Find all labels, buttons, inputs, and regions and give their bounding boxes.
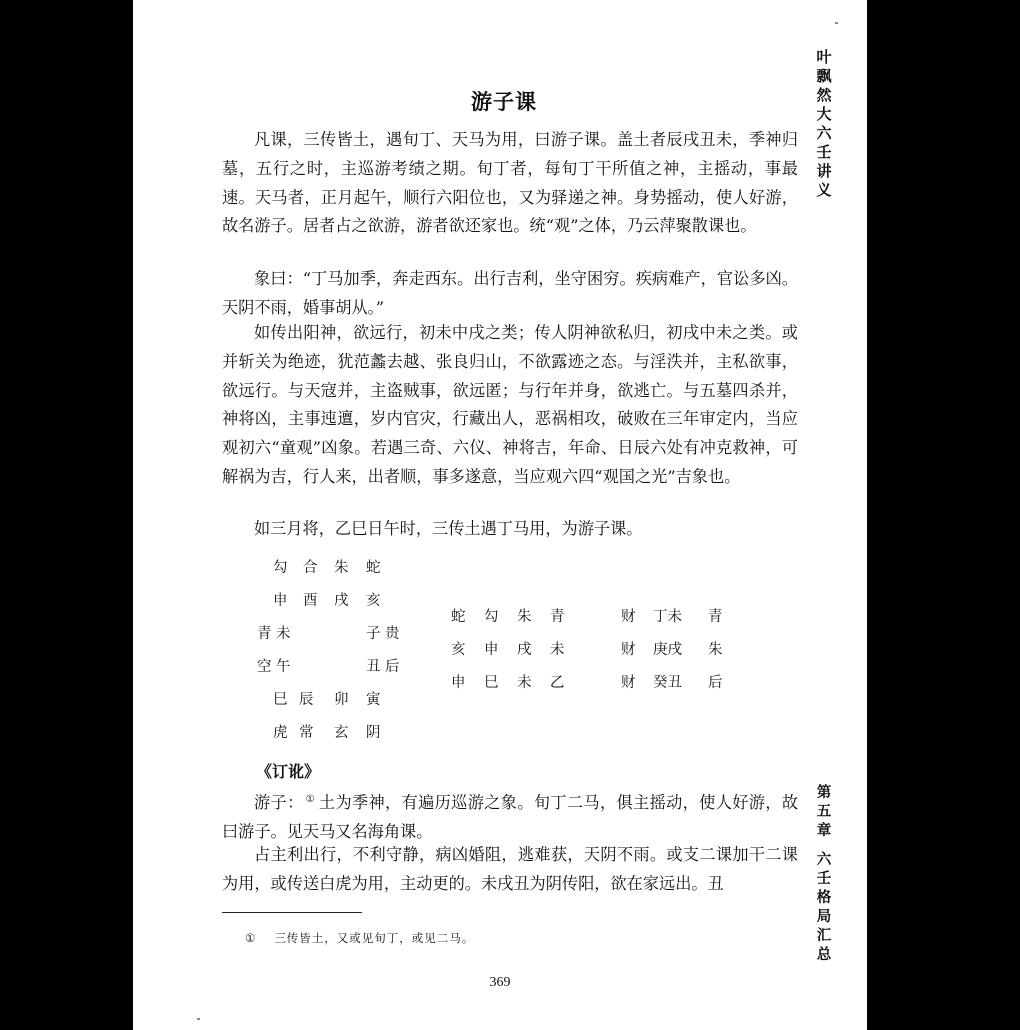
chart-branch: 卯 [334,692,349,708]
chart-general: 玄 [334,725,349,741]
sanchuan-row [621,605,741,626]
footnote [245,930,474,946]
chart-branch: 亥 [366,593,381,609]
scan-speck [835,22,838,24]
sike-row [451,605,583,626]
sanchuan-row [621,638,741,659]
sike-cell: 乙 [550,675,565,691]
sanchuan-row [621,671,741,692]
chart-branch: 子 [366,626,381,642]
footnote-reference[interactable]: ① [305,794,315,805]
sanchuan-relation: 财 [621,642,636,658]
paragraph-xiang: 象曰：“丁马加季，奔走西东。出行吉利，坐守困穷。疾病难产，官讼多凶。天阴不雨，婚事胡从。” [222,269,798,317]
chart-branch: 未 [276,626,291,642]
running-head-book-title: 叶飘然大六壬讲义 [816,48,832,199]
sike-cell: 蛇 [451,609,466,625]
sanchuan-stem-branch: 庚戌 [653,642,682,658]
chart-branch: 午 [276,659,291,675]
chart-branch: 辰 [299,692,314,708]
sike-cell: 未 [550,642,565,658]
chart-general: 朱 [334,560,349,576]
chart-branch: 酉 [303,593,318,609]
sike-cell: 巳 [484,675,499,691]
paragraph-example: 如三月将，乙巳日午时，三传土遇丁马用，为游子课。 [254,519,643,538]
sike-cell: 申 [451,675,466,691]
chart-general: 蛇 [366,560,381,576]
sike-cell: 亥 [451,642,466,658]
chart-branch: 巳 [273,692,288,708]
paragraph-continuation: 占主利出行，不利守静，病凶婚阻，逃难获，天阴不雨。或支二课加干二课为用，或传送白虎为用，主动更的。未戌丑为阴传阳，欲在家远出。丑 [222,845,798,893]
sike-cell: 申 [484,642,499,658]
paragraph-definition: 凡课，三传皆土，遇旬丁、天马为用，曰游子课。盖土者辰戌丑未，季神归墓，五行之时，主巡游考绩之期。旬丁者，每旬丁干所值之神，主摇动，事最速。天马者，正月起午，顺行六阳位也，又为驿递之神。身势摇动，使人好游，故名游子。居者占之欲游，游者欲还家也。统“观”之体，乃云萍聚散课也。 [222,130,798,236]
sike-cell: 未 [517,675,532,691]
footnote-divider [222,912,362,913]
section-title: 游子课 [471,90,537,114]
paragraph-dinge [222,786,798,847]
book-page [133,0,867,1030]
chart-branch: 寅 [366,692,381,708]
footnote-mark: ① [245,931,257,945]
chart-general: 常 [299,725,314,741]
sike-cell: 朱 [517,609,532,625]
scan-speck [197,1018,200,1020]
footnote-text: 三传皆土，又或见旬丁，或见二马。 [274,931,475,945]
chart-general: 虎 [273,725,288,741]
chart-general: 阴 [366,725,381,741]
sike-cell: 勾 [484,609,499,625]
sanchuan-general: 后 [708,675,723,691]
sike-cell: 戌 [517,642,532,658]
chapter-title: 六壬格局汇总 [816,852,832,963]
page-number: 369 [489,975,511,990]
sike-row [451,671,583,692]
sanchuan-general: 朱 [708,642,723,658]
chart-general: 合 [303,560,318,576]
dinge-text: 土为季神，有遍历巡游之象。旬丁二马，俱主摇动，使人好游，故曰游子。见天马又名海角课。 [222,793,799,841]
sanchuan-general: 青 [708,609,723,625]
chart-branch: 戌 [334,593,349,609]
chart-general: 空 [257,659,272,675]
dinge-lead: 游子： [254,793,304,812]
chart-branch: 丑 [366,659,381,675]
chart-general: 青 [257,626,272,642]
chart-general: 后 [385,659,400,675]
subsection-heading: 《订讹》 [256,762,321,781]
paragraph-explanation: 如传出阳神，欲远行，初未中戌之类；传人阴神欲私归，初戌中未之类。或并斩关为绝迹，犹范蠡去越、张良归山，不欲露迹之态。与淫泆并，主私欲事，欲远行。与天寇并，主盗贼事，欲远匿；与行年并身，欲逃亡。与五墓四杀并，神将凶，主事迍邅，岁内官灾，行藏出人，恶祸相攻，破败在三年审定内，当应观初六“童观”凶象。若遇三奇、六仪、神将吉，年命、日辰六处有冲克救神，可解祸为吉，行人来，出者顺，事多遂意，当应观六四“观国之光”吉象也。 [222,323,798,486]
sanchuan-relation: 财 [621,675,636,691]
sanchuan-relation: 财 [621,609,636,625]
running-head-chapter [813,784,835,965]
sanchuan-stem-branch: 癸丑 [653,675,682,691]
chart-branch: 申 [273,593,288,609]
sike-cell: 青 [550,609,565,625]
chart-general: 贵 [385,626,400,642]
chart-general: 勾 [273,560,288,576]
chapter-number: 第五章 [816,785,832,839]
sike-row [451,638,583,659]
sanchuan-stem-branch: 丁未 [653,609,682,625]
